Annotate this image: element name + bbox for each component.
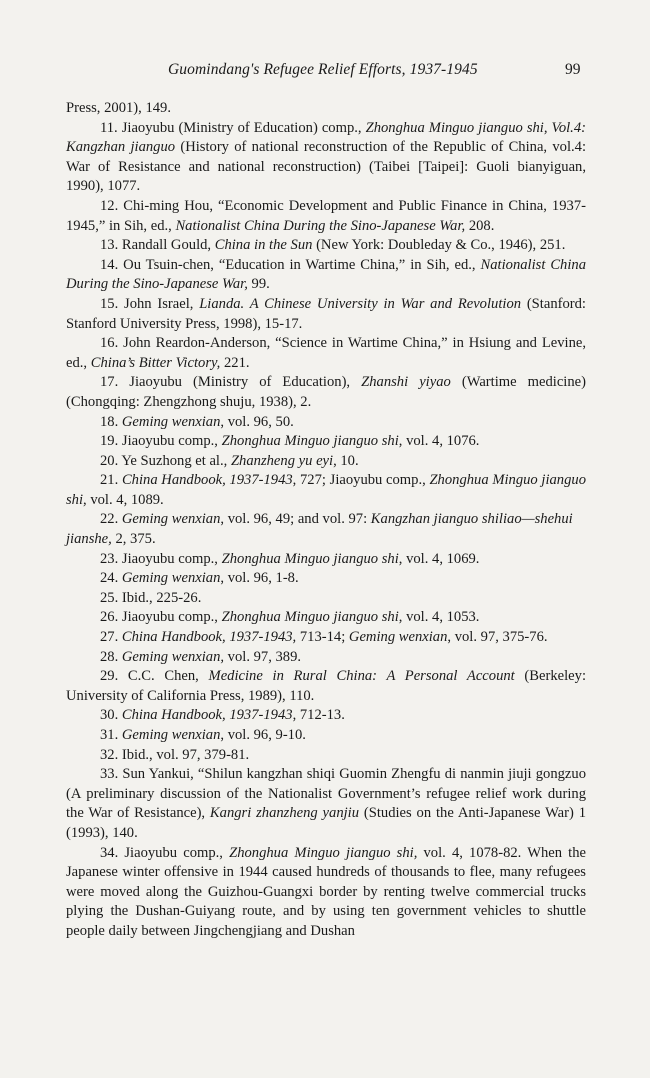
page-number: 99 xyxy=(565,61,581,78)
note-14 xyxy=(66,256,586,295)
note-text: , vol. 96, 9-10. xyxy=(220,727,306,743)
note-32 xyxy=(66,746,586,766)
note-text: , 712-13. xyxy=(292,707,345,724)
note-text: 26. Jiaoyubu comp., xyxy=(100,609,222,626)
note-text: 13. Randall Gould, xyxy=(100,237,215,254)
cited-title: Zhanshi yiyao xyxy=(361,374,451,391)
note-text: 20. Ye Suzhong et al., xyxy=(100,452,231,469)
note-text: 24. xyxy=(100,570,122,587)
cited-title: Zhonghua Minguo jianguo shi xyxy=(221,609,399,626)
note-text: 14. Ou Tsuin-chen, “Education in Wartime China,” in Sih, ed., xyxy=(100,256,481,273)
note-text: , vol. 4, 1076. xyxy=(398,433,480,450)
note-text: , vol. 96, 1-8. xyxy=(220,570,299,587)
note-text: 16. John Reardon-Anderson, “Science in Wartime China,” in Hsiung and Levine, ed., xyxy=(66,335,586,371)
note-23 xyxy=(66,550,586,570)
note-11 xyxy=(66,119,586,197)
note-text: 21. xyxy=(100,472,122,489)
note-text: 15. John Israel, xyxy=(100,295,200,312)
cited-title: Geming wenxian xyxy=(121,511,221,528)
note-text: vol. 4, 1078-82. When the Japanese winter offensive in 1944 caused hundreds of thousands to flee, many refugees were moved along the Guizhou-Guangxi border by renting twelve commercial trucks plying the Dushan-Guiyang route, and by using ten government vehicles to shuttle people daily between Jingchengjiang and Dushan xyxy=(66,844,587,939)
cited-title: Kangri zhanzheng yanjiu xyxy=(209,805,360,822)
note-text: (New York: Doubleday & Co., 1946), 251. xyxy=(312,237,566,254)
note-text: (Wartime medicine) (Chongqing: Zhengzhong shuju, 1938), 2. xyxy=(66,374,586,410)
note-25 xyxy=(66,589,586,609)
note-text: , 10. xyxy=(333,452,359,469)
note-text: 2, 375. xyxy=(111,531,156,548)
cited-title: China in the Sun xyxy=(214,237,313,254)
cited-title: Nationalist China During the Sino-Japanese War, xyxy=(66,256,586,293)
note-30 xyxy=(66,706,586,726)
note-text: 29. C.C. Chen, xyxy=(100,668,209,685)
note-text: 23. Jiaoyubu comp., xyxy=(100,550,222,567)
note-continuation xyxy=(66,99,586,119)
note-text: 33. Sun Yankui, “Shilun kangzhan shiqi Guomin Zhengfu di nanmin jiuji gongzuo (A preliminary discussion of the Nationalist Government’s refugee relief work during the War of Resistance), xyxy=(66,766,586,822)
note-text: Press, 2001), 149. xyxy=(66,100,171,116)
note-text: , vol. 96, 49; and vol. 97: xyxy=(220,511,371,528)
note-text: 27. xyxy=(100,629,122,646)
note-text: 11. Jiaoyubu (Ministry of Education) comp., xyxy=(100,119,366,136)
note-31 xyxy=(66,726,586,746)
note-text: (Stanford: Stanford University Press, 1998), 15-17. xyxy=(66,295,586,332)
cited-title: Zhonghua Minguo jianguo shi xyxy=(221,433,399,450)
note-19 xyxy=(66,432,586,452)
cited-title: China Handbook, 1937-1943 xyxy=(121,472,293,489)
note-text: 32. Ibid., vol. 97, 379-81. xyxy=(100,746,250,763)
note-13 xyxy=(66,236,586,256)
note-16 xyxy=(66,334,586,373)
note-text: 208. xyxy=(465,217,495,234)
note-text: 25. Ibid., 225-26. xyxy=(100,589,202,606)
note-text: , vol. 97, 375-76. xyxy=(447,629,548,646)
note-text: (History of national reconstruction of the Republic of China, vol.4: War of Resistance and national reconstruction) (Taibei [Taipei]: Guoli bianyiguan, 1990), 1077. xyxy=(66,139,586,195)
cited-title: Kangzhan jianguo shiliao—shehui jianshe, xyxy=(66,511,573,548)
note-text: (Studies on the Anti-Japanese War) 1 (1993), 140. xyxy=(66,805,586,841)
note-text: 713-14; xyxy=(296,629,349,646)
note-34 xyxy=(66,844,586,942)
note-text: , vol. 4, 1069. xyxy=(398,550,480,567)
note-text: 99. xyxy=(247,276,270,293)
cited-title: Lianda. A Chinese University in War and Revolution xyxy=(199,295,522,312)
cited-title: Geming wenxian xyxy=(348,629,448,646)
note-text: 221. xyxy=(220,354,250,371)
note-24 xyxy=(66,569,586,589)
cited-title: Geming wenxian xyxy=(121,413,221,430)
note-27 xyxy=(66,628,586,648)
note-18 xyxy=(66,413,586,433)
note-15 xyxy=(66,295,586,334)
cited-title: Geming wenxian xyxy=(121,727,221,743)
cited-title: Zhonghua Minguo jianguo shi xyxy=(66,472,586,508)
page-header xyxy=(0,61,650,81)
cited-title: Zhanzheng yu eyi xyxy=(230,452,334,469)
note-text: 12. Chi-ming Hou, “Economic Development and Public Finance in China, 1937-1945,” in Sih, ed., xyxy=(66,197,586,234)
cited-title: Nationalist China During the Sino-Japanese War, xyxy=(175,217,466,234)
note-12 xyxy=(66,197,586,236)
note-text: 31. xyxy=(100,727,122,743)
note-17 xyxy=(66,373,586,412)
endnotes xyxy=(66,99,586,942)
note-22 xyxy=(66,510,586,549)
note-text: 30. xyxy=(100,707,122,724)
note-text: , vol. 4, 1053. xyxy=(398,609,480,626)
cited-title: Medicine in Rural China: A Personal Account xyxy=(208,668,515,685)
cited-title: Zhonghua Minguo jianguo shi, Vol.4: Kangzhan jianguo xyxy=(66,119,586,156)
cited-title: Zhonghua Minguo jianguo shi, xyxy=(229,844,418,861)
note-21 xyxy=(66,471,586,510)
cited-title: Geming wenxian, xyxy=(121,648,225,665)
cited-title: China Handbook, 1937-1943 xyxy=(121,707,293,724)
cited-title: Zhonghua Minguo jianguo shi xyxy=(221,550,399,567)
cited-title: Geming wenxian xyxy=(121,570,221,587)
note-text: 34. Jiaoyubu comp., xyxy=(100,844,230,861)
note-text: 28. xyxy=(100,648,122,665)
note-29 xyxy=(66,667,586,706)
note-33 xyxy=(66,765,586,843)
note-text: , vol. 96, 50. xyxy=(220,413,294,430)
note-text: 17. Jiaoyubu (Ministry of Education), xyxy=(100,374,362,391)
running-title: Guomindang's Refugee Relief Efforts, 1937-1945 xyxy=(168,61,478,78)
note-text: , vol. 4, 1089. xyxy=(83,491,164,508)
cited-title: China Handbook, 1937-1943, xyxy=(121,629,297,646)
note-text: 19. Jiaoyubu comp., xyxy=(100,433,222,450)
note-text: 18. xyxy=(100,413,122,430)
note-text: 22. xyxy=(100,511,122,528)
note-20 xyxy=(66,452,586,472)
note-text: vol. 97, 389. xyxy=(224,648,302,665)
note-text: (Berkeley: University of California Press, 1989), 110. xyxy=(66,668,586,704)
note-text: , 727; Jiaoyubu comp., xyxy=(292,472,430,489)
cited-title: China’s Bitter Victory, xyxy=(90,354,221,371)
note-28 xyxy=(66,648,586,668)
note-26 xyxy=(66,608,586,628)
